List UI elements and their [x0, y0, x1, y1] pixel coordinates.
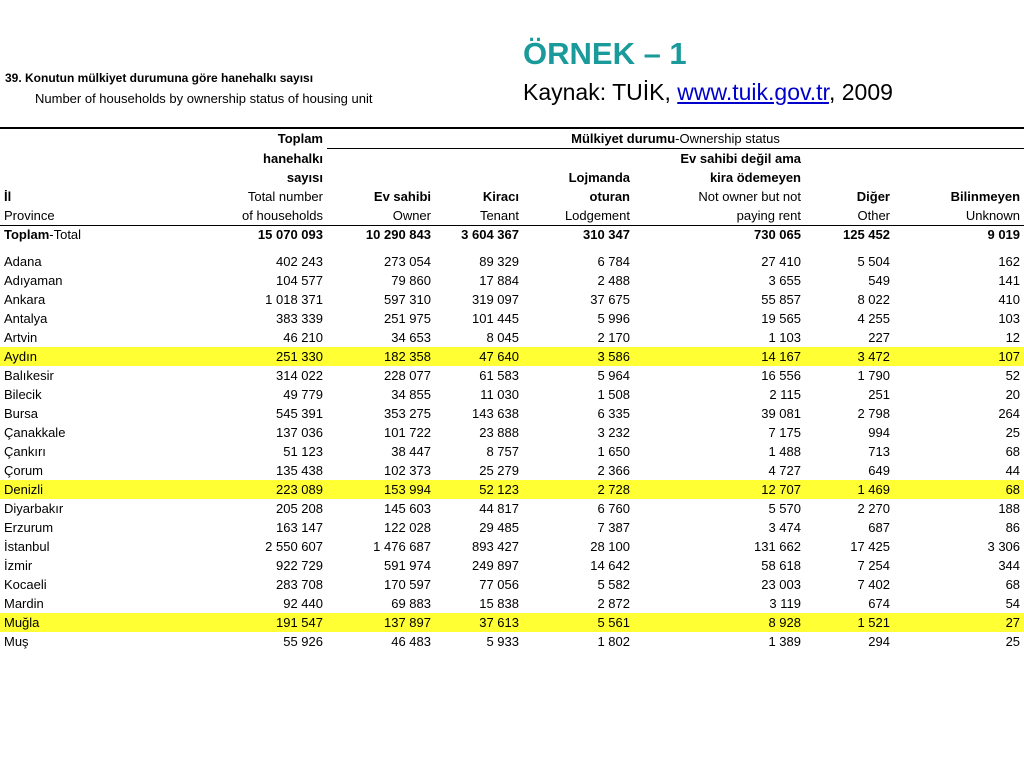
header-tenant-tr: Kiracı: [482, 189, 519, 204]
source-prefix: Kaynak: TUİK,: [523, 79, 678, 105]
owner-cell: 228 077: [384, 368, 431, 383]
tenant-cell: 143 638: [472, 406, 519, 421]
lodgement-cell: 2 488: [597, 273, 630, 288]
notowner-cell: 16 556: [761, 368, 801, 383]
other-cell: 251: [868, 387, 890, 402]
unknown-cell: 68: [1005, 444, 1021, 459]
owner-cell: 79 860: [391, 273, 431, 288]
total-households: 15 070 093: [257, 227, 323, 242]
unknown-cell: 12: [1005, 330, 1021, 345]
lodgement-cell: 3 232: [597, 425, 630, 440]
unknown-cell: 52: [1005, 368, 1021, 383]
header-lodgement-tr-2: oturan: [589, 189, 630, 204]
table-row: [0, 594, 1024, 613]
total-cell: 545 391: [276, 406, 323, 421]
province-cell: Mardin: [4, 596, 44, 611]
header-total-tr-1: Toplam: [125, 128, 327, 149]
owner-cell: 102 373: [384, 463, 431, 478]
table-row: [0, 404, 1024, 423]
tenant-cell: 893 427: [472, 539, 519, 554]
province-cell: Muş: [4, 634, 29, 649]
total-row: [0, 226, 1024, 247]
header-other-en: Other: [805, 206, 894, 226]
unknown-cell: 25: [1005, 425, 1021, 440]
total-cell: 314 022: [276, 368, 323, 383]
table-body: [0, 226, 1024, 652]
province-cell: Çorum: [4, 463, 44, 478]
source-link[interactable]: www.tuik.gov.tr: [677, 79, 829, 105]
total-tenant: 3 604 367: [461, 227, 519, 242]
unknown-cell: 103: [998, 311, 1021, 326]
total-cell: 46 210: [283, 330, 323, 345]
table-row: [0, 518, 1024, 537]
header-lodgement-en: Lodgement: [523, 206, 634, 226]
tenant-cell: 77 056: [479, 577, 519, 592]
province-cell: Aydın: [0, 347, 125, 366]
other-cell: 1 790: [857, 368, 890, 383]
header-total-en-2: of households: [125, 206, 327, 226]
total-label-bold: Toplam: [4, 227, 50, 242]
owner-cell: 153 994: [327, 480, 435, 499]
table-row: [0, 309, 1024, 328]
owner-cell: 137 897: [327, 613, 435, 632]
table-row: [0, 461, 1024, 480]
total-owner: 10 290 843: [365, 227, 431, 242]
table-row: [0, 252, 1024, 271]
header-owner-tr: Ev sahibi: [373, 189, 431, 204]
owner-cell: 34 855: [391, 387, 431, 402]
lodgement-cell: 6 335: [597, 406, 630, 421]
tenant-cell: 89 329: [479, 254, 519, 269]
header-notowner-en-1: Not owner but not: [698, 189, 801, 204]
tenant-cell: 61 583: [479, 368, 519, 383]
table-row: [0, 613, 1024, 632]
lodgement-cell: 7 387: [597, 520, 630, 535]
other-cell: 4 255: [857, 311, 890, 326]
province-cell: Kocaeli: [4, 577, 47, 592]
total-cell: 51 123: [283, 444, 323, 459]
tenant-cell: 17 884: [479, 273, 519, 288]
header-owner-en: Owner: [327, 206, 435, 226]
notowner-cell: 131 662: [754, 539, 801, 554]
owner-cell: 591 974: [384, 558, 431, 573]
unknown-cell: 188: [998, 501, 1021, 516]
total-cell: 251 330: [125, 347, 327, 366]
notowner-cell: 55 857: [761, 292, 801, 307]
province-cell: Denizli: [0, 480, 125, 499]
header-ownership-status: [327, 128, 1024, 149]
table-row: [0, 480, 1024, 499]
slide-title: ÖRNEK – 1: [523, 36, 687, 71]
source-line: [523, 79, 893, 106]
unknown-cell: 86: [1005, 520, 1021, 535]
notowner-cell: 1 389: [768, 634, 801, 649]
header-notowner-tr-1: Ev sahibi değil ama: [680, 151, 801, 166]
table-title-english: Number of households by ownership status of housing unit: [35, 91, 373, 106]
unknown-cell: 162: [998, 254, 1021, 269]
total-cell: 283 708: [276, 577, 323, 592]
table-row: [0, 632, 1024, 651]
total-cell: 922 729: [276, 558, 323, 573]
notowner-cell: 27 410: [761, 254, 801, 269]
notowner-cell: 8 928: [634, 613, 805, 632]
owner-cell: 1 476 687: [373, 539, 431, 554]
lodgement-cell: 2 872: [597, 596, 630, 611]
total-cell: 92 440: [283, 596, 323, 611]
total-cell: 402 243: [276, 254, 323, 269]
lodgement-cell: 14 642: [590, 558, 630, 573]
province-cell: Adıyaman: [4, 273, 63, 288]
province-cell: İstanbul: [4, 539, 50, 554]
province-cell: Erzurum: [4, 520, 54, 535]
tenant-cell: 15 838: [479, 596, 519, 611]
header-row-1: [0, 128, 1024, 149]
total-notowner: 730 065: [754, 227, 801, 242]
table-row: [0, 556, 1024, 575]
notowner-cell: 23 003: [761, 577, 801, 592]
other-cell: 2 798: [857, 406, 890, 421]
notowner-cell: 19 565: [761, 311, 801, 326]
other-cell: 7 254: [857, 558, 890, 573]
total-cell: 49 779: [283, 387, 323, 402]
notowner-cell: 3 474: [768, 520, 801, 535]
owner-cell: 38 447: [391, 444, 431, 459]
province-cell: Çankırı: [4, 444, 46, 459]
notowner-cell: 39 081: [761, 406, 801, 421]
unknown-cell: 44: [1005, 463, 1021, 478]
tenant-cell: 8 045: [486, 330, 519, 345]
header-province-en: Province: [0, 206, 125, 226]
header-total-tr-2: hanehalkı: [263, 150, 323, 166]
owner-cell: 101 722: [384, 425, 431, 440]
other-cell: 687: [868, 520, 890, 535]
other-cell: 713: [868, 444, 890, 459]
header-notowner-tr-2: kira ödemeyen: [709, 170, 801, 185]
owner-cell: 597 310: [384, 292, 431, 307]
lodgement-cell: 2 170: [597, 330, 630, 345]
total-unknown: 9 019: [987, 227, 1021, 242]
owner-cell: 69 883: [391, 596, 431, 611]
header-row-2: [0, 149, 1024, 169]
total-label-rest: -Total: [49, 227, 82, 242]
lodgement-cell: 5 964: [597, 368, 630, 383]
owner-cell: 182 358: [327, 347, 435, 366]
owner-cell: 273 054: [384, 254, 431, 269]
header-other-tr: Diğer: [856, 189, 890, 204]
unknown-cell: 20: [1005, 387, 1021, 402]
notowner-cell: 3 655: [768, 273, 801, 288]
lodgement-cell: 5 582: [597, 577, 630, 592]
tenant-cell: 25 279: [479, 463, 519, 478]
header-total-tr-3: sayısı: [286, 170, 323, 185]
table-row: [0, 290, 1024, 309]
tenant-cell: 319 097: [472, 292, 519, 307]
other-cell: 227: [868, 330, 890, 345]
owner-cell: 145 603: [384, 501, 431, 516]
other-cell: 294: [868, 634, 890, 649]
total-cell: 1 018 371: [265, 292, 323, 307]
tenant-cell: 29 485: [479, 520, 519, 535]
lodgement-cell: 5 996: [597, 311, 630, 326]
lodgement-cell: 5 561: [523, 613, 634, 632]
lodgement-cell: 3 586: [523, 347, 634, 366]
other-cell: 549: [868, 273, 890, 288]
notowner-cell: 2 115: [769, 387, 801, 402]
tenant-cell: 249 897: [472, 558, 519, 573]
tenant-cell: 52 123: [435, 480, 523, 499]
other-cell: 649: [868, 463, 890, 478]
province-cell: Çanakkale: [4, 425, 66, 440]
notowner-cell: 58 618: [761, 558, 801, 573]
province-cell: Bilecik: [4, 387, 42, 402]
total-cell: 137 036: [276, 425, 323, 440]
header-unknown-en: Unknown: [894, 206, 1024, 226]
other-cell: 8 022: [857, 292, 890, 307]
total-cell: 135 438: [276, 463, 323, 478]
tenant-cell: 101 445: [472, 311, 519, 326]
header-ownership-en: -Ownership status: [675, 131, 780, 146]
header-notowner-en-2: paying rent: [634, 206, 805, 226]
lodgement-cell: 37 675: [590, 292, 630, 307]
notowner-cell: 1 103: [768, 330, 801, 345]
table-row: [0, 385, 1024, 404]
other-cell: 1 521: [805, 613, 894, 632]
owner-cell: 251 975: [384, 311, 431, 326]
owner-cell: 170 597: [384, 577, 431, 592]
notowner-cell: 3 119: [769, 596, 801, 611]
lodgement-cell: 6 760: [597, 501, 630, 516]
lodgement-cell: 1 508: [597, 387, 630, 402]
table-row: [0, 347, 1024, 366]
notowner-cell: 4 727: [768, 463, 801, 478]
table-row: [0, 499, 1024, 518]
source-suffix: , 2009: [828, 79, 893, 105]
header-row-4: [0, 187, 1024, 206]
province-cell: Muğla: [0, 613, 125, 632]
lodgement-cell: 1 802: [597, 634, 630, 649]
lodgement-cell: 1 650: [597, 444, 630, 459]
notowner-cell: 12 707: [634, 480, 805, 499]
total-lodgement: 310 347: [583, 227, 630, 242]
unknown-cell: 141: [998, 273, 1021, 288]
header-unknown-tr: Bilinmeyen: [950, 189, 1021, 204]
total-other: 125 452: [843, 227, 890, 242]
unknown-cell: 68: [894, 480, 1024, 499]
tenant-cell: 8 757: [486, 444, 519, 459]
tenant-cell: 37 613: [435, 613, 523, 632]
header-row-3: [0, 168, 1024, 187]
lodgement-cell: 2 366: [597, 463, 630, 478]
households-table: [0, 127, 1024, 651]
total-cell: 2 550 607: [265, 539, 323, 554]
other-cell: 2 270: [857, 501, 890, 516]
notowner-cell: 5 570: [768, 501, 801, 516]
total-cell: 223 089: [125, 480, 327, 499]
owner-cell: 34 653: [391, 330, 431, 345]
total-label: [0, 226, 125, 247]
province-cell: Balıkesir: [4, 368, 54, 383]
notowner-cell: 14 167: [634, 347, 805, 366]
header-province-tr: İl: [4, 189, 12, 204]
unknown-cell: 25: [1005, 634, 1021, 649]
other-cell: 994: [868, 425, 890, 440]
table-row: [0, 328, 1024, 347]
tenant-cell: 5 933: [486, 634, 519, 649]
total-cell: 104 577: [276, 273, 323, 288]
header-total-en-1: Total number: [247, 189, 323, 204]
total-cell: 191 547: [125, 613, 327, 632]
table-row: [0, 537, 1024, 556]
lodgement-cell: 2 728: [523, 480, 634, 499]
other-cell: 3 472: [805, 347, 894, 366]
other-cell: 5 504: [857, 254, 890, 269]
province-cell: Ankara: [4, 292, 46, 307]
total-cell: 383 339: [276, 311, 323, 326]
table-row: [0, 575, 1024, 594]
header-row-5: [0, 206, 1024, 226]
unknown-cell: 54: [1005, 596, 1021, 611]
province-cell: Antalya: [4, 311, 48, 326]
table-title-turkish: 39. Konutun mülkiyet durumuna göre hanehalkı sayısı: [5, 71, 314, 85]
table-row: [0, 366, 1024, 385]
unknown-cell: 264: [998, 406, 1021, 421]
table-row: [0, 423, 1024, 442]
unknown-cell: 3 306: [987, 539, 1021, 554]
owner-cell: 353 275: [384, 406, 431, 421]
owner-cell: 122 028: [384, 520, 431, 535]
notowner-cell: 7 175: [768, 425, 801, 440]
province-cell: İzmir: [4, 558, 33, 573]
header-lodgement-tr-1: Lojmanda: [568, 170, 630, 185]
table-row: [0, 271, 1024, 290]
header-ownership-tr: Mülkiyet durumu: [571, 131, 676, 146]
province-cell: Bursa: [4, 406, 38, 421]
owner-cell: 46 483: [391, 634, 431, 649]
lodgement-cell: 28 100: [590, 539, 630, 554]
total-cell: 55 926: [283, 634, 323, 649]
unknown-cell: 410: [998, 292, 1021, 307]
notowner-cell: 1 488: [768, 444, 801, 459]
unknown-cell: 344: [998, 558, 1021, 573]
province-cell: Artvin: [4, 330, 38, 345]
other-cell: 1 469: [805, 480, 894, 499]
tenant-cell: 44 817: [479, 501, 519, 516]
table-row: [0, 442, 1024, 461]
unknown-cell: 107: [894, 347, 1024, 366]
unknown-cell: 27: [894, 613, 1024, 632]
total-cell: 163 147: [276, 520, 323, 535]
other-cell: 7 402: [857, 577, 890, 592]
unknown-cell: 68: [1005, 577, 1021, 592]
tenant-cell: 23 888: [479, 425, 519, 440]
other-cell: 674: [868, 596, 890, 611]
other-cell: 17 425: [850, 539, 890, 554]
total-cell: 205 208: [276, 501, 323, 516]
tenant-cell: 47 640: [435, 347, 523, 366]
province-cell: Diyarbakır: [4, 501, 64, 516]
tenant-cell: 11 030: [480, 387, 519, 402]
province-cell: Adana: [4, 254, 42, 269]
lodgement-cell: 6 784: [597, 254, 630, 269]
header-tenant-en: Tenant: [435, 206, 523, 226]
